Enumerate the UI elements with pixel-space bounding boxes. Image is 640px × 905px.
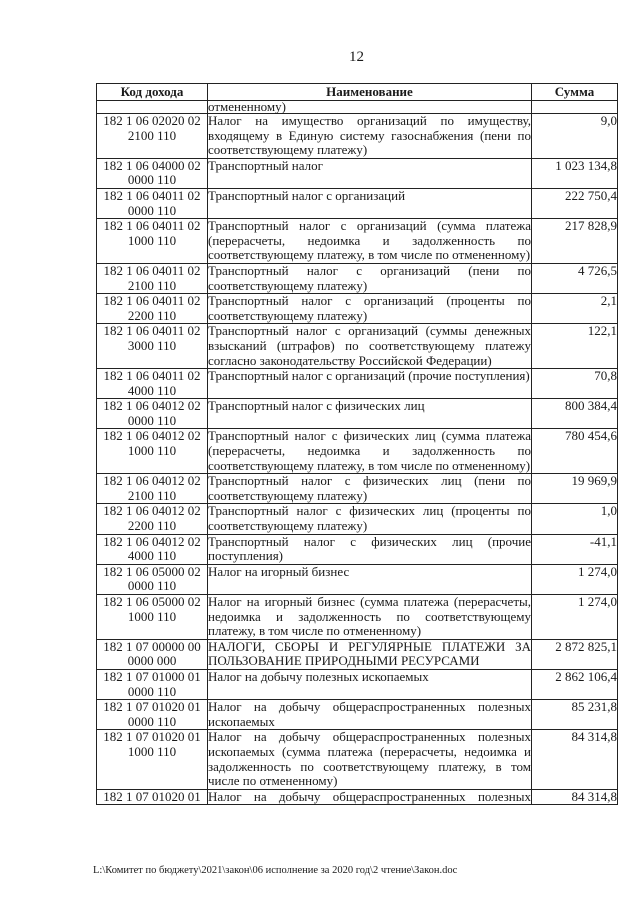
amount: 84 314,8: [532, 730, 618, 789]
table-row: [97, 669, 618, 699]
income-code: 182 1 06 02020 02 2100 110: [97, 114, 208, 159]
revenue-name: Транспортный налог с физических лиц (сумма платежа (перерасчеты, недоимка и задолженность по соответствующему платежу, в том числе по отмененному): [208, 428, 531, 473]
amount: -41,1: [532, 534, 618, 564]
income-code: 182 1 07 00000 00 0000 000: [97, 639, 208, 669]
amount: 1,0: [532, 504, 618, 534]
amount: 2 862 106,4: [532, 669, 618, 699]
income-code: 182 1 06 04012 02 1000 110: [97, 429, 208, 474]
amount: 1 274,0: [532, 564, 618, 594]
income-code: 182 1 06 04011 02 2200 110: [97, 294, 208, 324]
revenue-name: Транспортный налог с физических лиц: [208, 399, 532, 429]
table-row: [97, 639, 618, 669]
table-row: [97, 789, 618, 805]
table-row: [97, 158, 618, 188]
amount: 2,1: [532, 294, 618, 324]
table-row: [97, 101, 618, 114]
income-code: 182 1 07 01000 01 0000 110: [97, 669, 208, 699]
table-row: [97, 294, 618, 324]
table-row: [97, 369, 618, 399]
amount: 800 384,4: [532, 399, 618, 429]
table-row: [97, 429, 618, 474]
amount: 1 023 134,8: [532, 158, 618, 188]
income-code: 182 1 06 04011 02 4000 110: [97, 369, 208, 399]
amount: 122,1: [532, 324, 618, 369]
amount: 19 969,9: [532, 474, 618, 504]
table-row: [97, 114, 618, 159]
income-code: 182 1 06 04011 02 1000 110: [97, 219, 208, 264]
amount: 222 750,4: [532, 188, 618, 218]
income-code: 182 1 06 04012 02 0000 110: [97, 399, 208, 429]
income-code: 182 1 06 04000 02 0000 110: [97, 158, 208, 188]
revenue-name: Транспортный налог с организаций (пени по соответствующему платежу): [208, 262, 531, 293]
revenue-name: Транспортный налог с организаций (прочие поступления): [208, 369, 532, 399]
amount: 84 314,8: [532, 789, 618, 805]
income-code: 182 1 07 01020 01 1000 110: [97, 730, 208, 789]
table-row: [97, 700, 618, 730]
revenue-name: Транспортный налог с организаций: [208, 188, 532, 218]
revenue-name: Налог на добычу полезных ископаемых: [208, 669, 532, 699]
revenue-name: Транспортный налог с физических лиц (прочие поступления): [208, 533, 531, 564]
table-row: [97, 534, 618, 564]
page-number: 12: [349, 49, 364, 65]
amount: 217 828,9: [532, 219, 618, 264]
income-code: 182 1 07 01020 01: [97, 789, 208, 805]
amount: 9,0: [532, 114, 618, 159]
amount: 4 726,5: [532, 263, 618, 293]
file-path-footer: L:\Комитет по бюджету\2021\закон\06 исполнение за 2020 год\2 чтение\Закон.doc: [93, 865, 458, 876]
revenue-name: Транспортный налог с физических лиц (проценты по соответствующему платежу): [208, 503, 531, 534]
revenue-name: Транспортный налог с организаций (сумма платежа (перерасчеты, недоимка и задолженность по соответствующему платежу, в том числе по отмененному): [208, 218, 531, 263]
revenue-name: Транспортный налог с организаций (проценты по соответствующему платежу): [208, 293, 531, 323]
amount: 1 274,0: [532, 595, 618, 640]
amount: 2 872 825,1: [532, 639, 618, 669]
table-header-row: [97, 84, 618, 101]
table-row: [97, 474, 618, 504]
income-code: 182 1 06 04012 02 2200 110: [97, 504, 208, 534]
table-row: [97, 263, 618, 293]
income-code: 182 1 06 05000 02 1000 110: [97, 595, 208, 640]
income-code: 182 1 07 01020 01 0000 110: [97, 700, 208, 730]
amount: 85 231,8: [532, 700, 618, 730]
revenue-name: Налог на добычу общераспространенных полезных ископаемых: [208, 699, 531, 729]
table-row: [97, 730, 618, 789]
table-row: [97, 188, 618, 218]
revenue-table: [96, 83, 618, 805]
header-name: Наименование: [208, 84, 532, 101]
revenue-name: отмененному): [208, 101, 532, 114]
revenue-name: Налог на игорный бизнес: [208, 564, 532, 594]
table-row: [97, 595, 618, 640]
revenue-name: Транспортный налог: [208, 158, 532, 188]
amount: [532, 101, 618, 114]
revenue-name: Транспортный налог с организаций (суммы денежных взысканий (штрафов) по соответствующему платежу согласно законодательству Российской Федерации): [208, 323, 531, 368]
table-row: [97, 219, 618, 264]
amount: 780 454,6: [532, 429, 618, 474]
income-code: 182 1 06 04011 02 3000 110: [97, 324, 208, 369]
table-row: [97, 504, 618, 534]
amount: 70,8: [532, 369, 618, 399]
revenue-name: Налог на имущество организаций по имуществу, входящему в Единую систему газоснабжения (пени по соответствующему платежу): [208, 113, 531, 158]
income-code: 182 1 06 04011 02 2100 110: [97, 263, 208, 293]
revenue-name: Налог на добычу общераспространенных полезных: [208, 788, 531, 804]
income-code: 182 1 06 04012 02 4000 110: [97, 534, 208, 564]
income-code: 182 1 06 04011 02 0000 110: [97, 188, 208, 218]
income-code: [97, 101, 208, 114]
revenue-name: НАЛОГИ, СБОРЫ И РЕГУЛЯРНЫЕ ПЛАТЕЖИ ЗА ПОЛЬЗОВАНИЕ ПРИРОДНЫМИ РЕСУРСАМИ: [208, 638, 531, 669]
income-code: 182 1 06 05000 02 0000 110: [97, 564, 208, 594]
header-amount: Сумма: [532, 84, 618, 101]
revenue-name: Налог на добычу общераспространенных полезных ископаемых (сумма платежа (перерасчеты, недоимка и задолженность по соответствующему платежу, в том числе по отмененному): [208, 729, 531, 789]
table-row: [97, 564, 618, 594]
income-code: 182 1 06 04012 02 2100 110: [97, 474, 208, 504]
header-income-code: Код дохода: [97, 84, 208, 101]
revenue-name: Налог на игорный бизнес (сумма платежа (перерасчеты, недоимка и задолженность по соответствующему платежу, в том числе по отмененному): [208, 594, 531, 639]
table-row: [97, 324, 618, 369]
table-row: [97, 399, 618, 429]
revenue-name: Транспортный налог с физических лиц (пени по соответствующему платежу): [208, 473, 531, 503]
